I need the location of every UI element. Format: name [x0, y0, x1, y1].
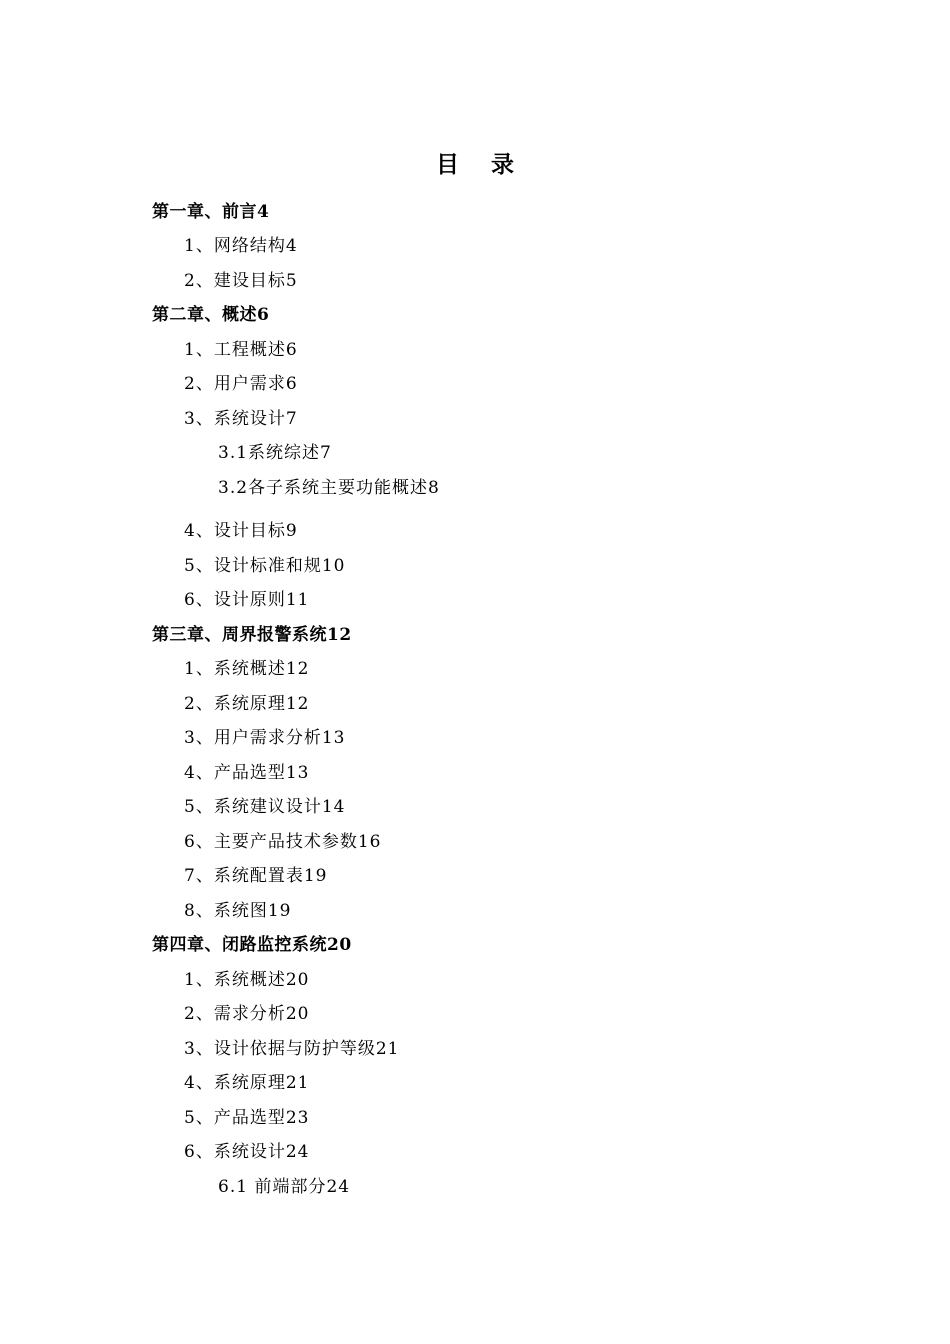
- toc-item[interactable]: 3、用户需求分析13: [184, 728, 346, 748]
- toc-item[interactable]: 6、主要产品技术参数16: [184, 832, 382, 852]
- toc-title: 目 录: [435, 151, 526, 178]
- toc-item[interactable]: 6、设计原则11: [184, 590, 310, 610]
- toc-chapter-1[interactable]: 第一章、前言4: [152, 202, 270, 222]
- toc-item[interactable]: 1、网络结构4: [184, 236, 298, 256]
- toc-subitem[interactable]: 6.1 前端部分24: [218, 1177, 351, 1197]
- toc-item[interactable]: 6、系统设计24: [184, 1142, 310, 1162]
- toc-item[interactable]: 1、系统概述20: [184, 970, 310, 990]
- toc-item[interactable]: 5、产品选型23: [184, 1108, 310, 1128]
- toc-item[interactable]: 2、需求分析20: [184, 1004, 310, 1024]
- toc-item[interactable]: 1、工程概述6: [184, 340, 298, 360]
- toc-item[interactable]: 2、系统原理12: [184, 694, 310, 714]
- toc-item[interactable]: 7、系统配置表19: [184, 866, 328, 886]
- toc-chapter-2[interactable]: 第二章、概述6: [152, 305, 270, 325]
- toc-item[interactable]: 5、系统建议设计14: [184, 797, 346, 817]
- toc-chapter-4[interactable]: 第四章、闭路监控系统20: [152, 935, 352, 955]
- toc-item[interactable]: 5、设计标准和规10: [184, 556, 346, 576]
- toc-item[interactable]: 3、设计依据与防护等级21: [184, 1039, 400, 1059]
- toc-item[interactable]: 4、设计目标9: [184, 521, 298, 541]
- toc-subitem[interactable]: 3.2各子系统主要功能概述8: [218, 478, 440, 498]
- toc-item[interactable]: 3、系统设计7: [184, 409, 298, 429]
- toc-item[interactable]: 2、用户需求6: [184, 374, 298, 394]
- toc-subitem[interactable]: 3.1系统综述7: [218, 443, 332, 463]
- toc-item[interactable]: 2、建设目标5: [184, 271, 298, 291]
- toc-item[interactable]: 4、产品选型13: [184, 763, 310, 783]
- toc-chapter-3[interactable]: 第三章、周界报警系统12: [152, 625, 352, 645]
- toc-item[interactable]: 4、系统原理21: [184, 1073, 310, 1093]
- toc-item[interactable]: 1、系统概述12: [184, 659, 310, 679]
- toc-item[interactable]: 8、系统图19: [184, 901, 292, 921]
